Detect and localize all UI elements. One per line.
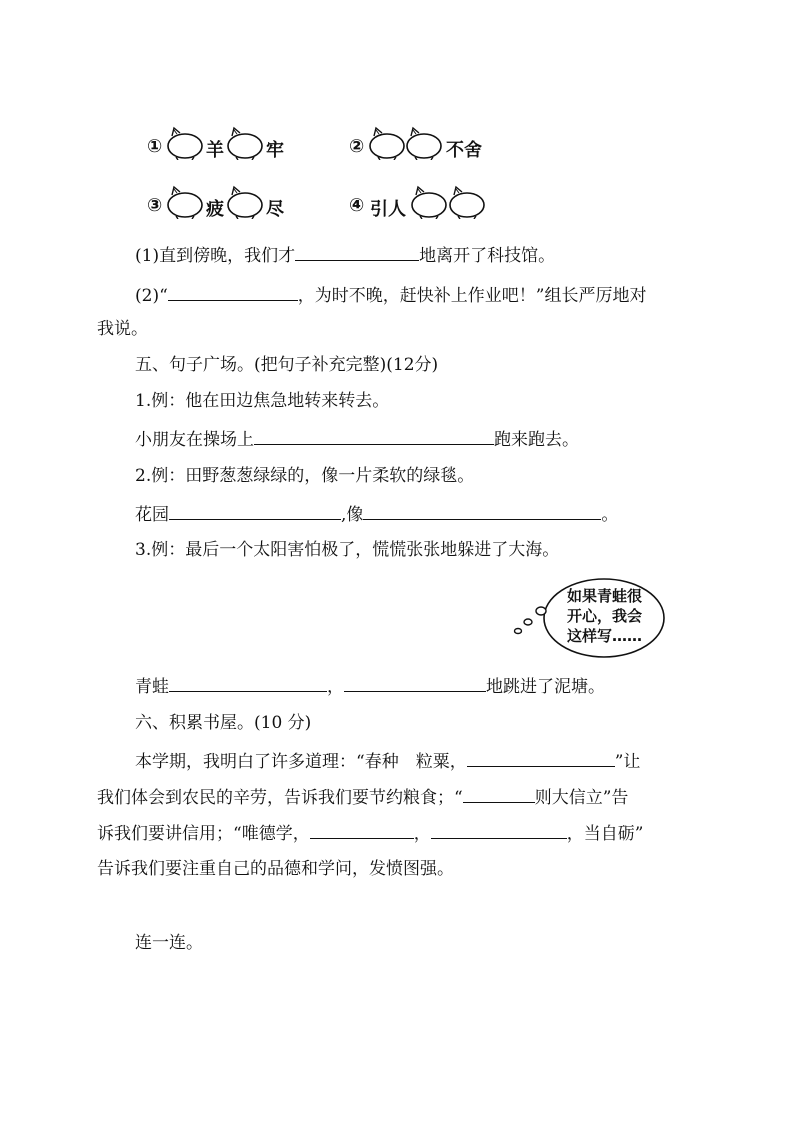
idiom-2-end: 不舍 <box>446 140 482 161</box>
idiom-3-end: 尽 <box>266 199 284 220</box>
fill-q1-prefix: (1)直到傍晚，我们才 <box>135 246 296 266</box>
matching-instruction: 连一连。 <box>135 933 203 953</box>
ans1-suffix: 跑来跑去。 <box>494 430 579 450</box>
pig-blank-icon[interactable] <box>410 185 448 219</box>
fill-q1-suffix: 地离开了科技馆。 <box>419 246 556 266</box>
s6-l3-prefix: 诉我们要讲信用；“唯德学， <box>97 824 310 844</box>
answer-blank[interactable] <box>169 503 341 520</box>
s6-l1-suffix: ”让 <box>614 752 641 772</box>
bubble-line: 如果青蛙很 <box>567 587 643 605</box>
ans1-prefix: 小朋友在操场上 <box>135 430 254 450</box>
answer-blank[interactable] <box>431 822 567 839</box>
section-6-line-2 <box>97 786 628 809</box>
section-6-line-4: 告诉我们要注重自己的品德和学问，发愤图强。 <box>97 859 454 879</box>
pig-blank-icon[interactable] <box>166 185 204 219</box>
fill-question-1 <box>135 244 555 267</box>
idiom-1-end: 牢 <box>266 140 284 161</box>
section-6-title: 六、积累书屋。(10 分) <box>135 713 312 733</box>
answer-blank[interactable] <box>254 428 494 445</box>
fill-q2-continuation: 我说。 <box>97 319 148 339</box>
bubble-text <box>567 586 642 646</box>
idiom-4-number: ④ <box>349 195 365 216</box>
pig-blank-icon[interactable] <box>448 185 486 219</box>
section-5-answer-1 <box>135 428 579 451</box>
ans2-prefix: 花园 <box>135 505 169 525</box>
section-5-example-3: 3.例：最后一个太阳害怕极了，慌慌张张地躲进了大海。 <box>135 540 560 560</box>
section-5-answer-3 <box>135 675 605 698</box>
section-5-answer-2 <box>135 503 618 526</box>
bubble-line: 这样写…… <box>567 627 643 645</box>
bubble-line: 开心，我会 <box>567 607 643 625</box>
s6-l2-prefix: 我们体会到农民的辛劳，告诉我们要节约粮食；“ <box>97 788 463 808</box>
s6-l3-suffix: ，当自砺” <box>566 824 644 844</box>
s6-l1-prefix: 本学期，我明白了许多道理：“春种 粒粟， <box>135 752 467 772</box>
answer-blank[interactable] <box>363 503 601 520</box>
idiom-1-number: ① <box>147 136 163 157</box>
answer-blank[interactable] <box>168 284 298 301</box>
section-6-line-3 <box>97 822 643 845</box>
answer-blank[interactable] <box>295 244 419 261</box>
idiom-1-mid: 羊 <box>206 140 224 161</box>
pig-blank-icon[interactable] <box>166 126 204 160</box>
section-6-line-1 <box>135 750 640 773</box>
ans2-suffix: 。 <box>601 505 619 525</box>
idiom-2-number: ② <box>349 136 365 157</box>
ans3-prefix: 青蛙 <box>135 677 169 697</box>
fill-question-2 <box>135 284 646 307</box>
section-5-example-1: 1.例：他在田边焦急地转来转去。 <box>135 391 390 411</box>
ans3-middle: ， <box>327 677 344 697</box>
idiom-3-number: ③ <box>147 195 163 216</box>
idiom-3-mid: 疲 <box>206 199 224 220</box>
s6-l3-middle: ， <box>413 824 431 844</box>
section-5-title: 五、句子广场。(把句子补充完整)(12分) <box>135 355 439 375</box>
section-5-example-2: 2.例：田野葱葱绿绿的，像一片柔软的绿毯。 <box>135 466 475 486</box>
answer-blank[interactable] <box>463 786 535 803</box>
s6-l2-suffix: 则大信立”告 <box>534 788 629 808</box>
answer-blank[interactable] <box>467 750 615 767</box>
ans3-suffix: 地跳进了泥塘。 <box>486 677 605 697</box>
fill-q2-suffix: ，为时不晚，赶快补上作业吧！”组长严厉地对 <box>297 286 647 306</box>
answer-blank[interactable] <box>169 675 327 692</box>
pig-blank-icon[interactable] <box>368 126 406 160</box>
pig-blank-icon[interactable] <box>405 126 443 160</box>
idiom-4-start: 引人 <box>370 199 406 220</box>
pig-blank-icon[interactable] <box>226 126 264 160</box>
answer-blank[interactable] <box>310 822 414 839</box>
answer-blank[interactable] <box>344 675 486 692</box>
ans2-middle: ,像 <box>341 505 364 525</box>
fill-q2-prefix: (2)“ <box>135 286 168 306</box>
pig-blank-icon[interactable] <box>226 185 264 219</box>
